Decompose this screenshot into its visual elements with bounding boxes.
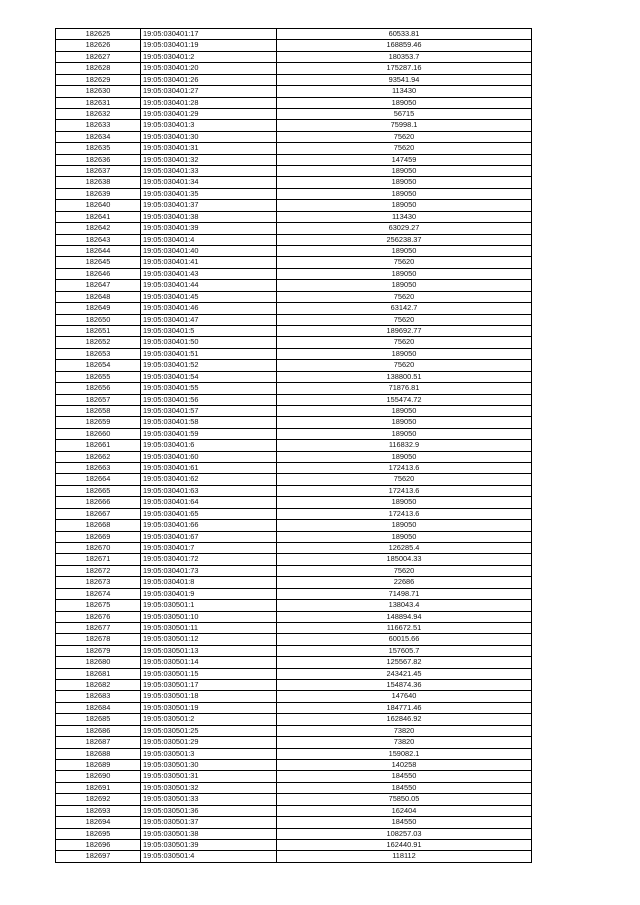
cadastral-number-cell: 19:05:030401:44 [141, 280, 277, 291]
cadastral-number-cell: 19:05:030401:40 [141, 246, 277, 257]
table-row [56, 268, 532, 279]
table-row [56, 74, 532, 85]
row-number-cell: 182674 [56, 588, 141, 599]
cadastral-number-cell: 19:05:030501:10 [141, 611, 277, 622]
table-row [56, 97, 532, 108]
cadastral-number-cell: 19:05:030501:14 [141, 657, 277, 668]
cadastral-number-cell: 19:05:030501:11 [141, 622, 277, 633]
row-number-cell: 182651 [56, 325, 141, 336]
table-row [56, 200, 532, 211]
cadastral-number-cell: 19:05:030501:31 [141, 771, 277, 782]
table-row [56, 291, 532, 302]
cadastral-number-cell: 19:05:030501:29 [141, 737, 277, 748]
cadastral-number-cell: 19:05:030401:55 [141, 383, 277, 394]
cadastral-number-cell: 19:05:030401:57 [141, 405, 277, 416]
table-row [56, 622, 532, 633]
row-number-cell: 182657 [56, 394, 141, 405]
amount-cell: 184550 [277, 817, 532, 828]
table-row [56, 428, 532, 439]
cadastral-number-cell: 19:05:030401:54 [141, 371, 277, 382]
table-row [56, 702, 532, 713]
table-row [56, 86, 532, 97]
amount-cell: 189050 [277, 497, 532, 508]
amount-cell: 159082.1 [277, 748, 532, 759]
table-row [56, 851, 532, 862]
cadastral-number-cell: 19:05:030501:25 [141, 725, 277, 736]
table-row [56, 520, 532, 531]
table-row [56, 177, 532, 188]
amount-cell: 256238.37 [277, 234, 532, 245]
amount-cell: 189050 [277, 520, 532, 531]
row-number-cell: 182642 [56, 223, 141, 234]
row-number-cell: 182693 [56, 805, 141, 816]
table-row [56, 748, 532, 759]
cadastral-number-cell: 19:05:030401:67 [141, 531, 277, 542]
cadastral-number-cell: 19:05:030401:65 [141, 508, 277, 519]
cadastral-number-cell: 19:05:030401:47 [141, 314, 277, 325]
cadastral-number-cell: 19:05:030401:17 [141, 29, 277, 40]
cadastral-number-cell: 19:05:030501:15 [141, 668, 277, 679]
cadastral-number-cell: 19:05:030501:1 [141, 600, 277, 611]
row-number-cell: 182695 [56, 828, 141, 839]
table-row [56, 337, 532, 348]
amount-cell: 138800.51 [277, 371, 532, 382]
amount-cell: 75620 [277, 360, 532, 371]
row-number-cell: 182658 [56, 405, 141, 416]
cadastral-number-cell: 19:05:030401:73 [141, 565, 277, 576]
amount-cell: 189050 [277, 200, 532, 211]
amount-cell: 172413.6 [277, 485, 532, 496]
amount-cell: 75620 [277, 291, 532, 302]
cadastral-number-cell: 19:05:030401:62 [141, 474, 277, 485]
cadastral-number-cell: 19:05:030401:46 [141, 303, 277, 314]
amount-cell: 243421.45 [277, 668, 532, 679]
table-row [56, 51, 532, 62]
table-row [56, 611, 532, 622]
row-number-cell: 182633 [56, 120, 141, 131]
row-number-cell: 182680 [56, 657, 141, 668]
row-number-cell: 182684 [56, 702, 141, 713]
cadastral-number-cell: 19:05:030401:33 [141, 166, 277, 177]
row-number-cell: 182629 [56, 74, 141, 85]
cadastral-number-cell: 19:05:030501:18 [141, 691, 277, 702]
amount-cell: 189050 [277, 166, 532, 177]
row-number-cell: 182661 [56, 440, 141, 451]
row-number-cell: 182647 [56, 280, 141, 291]
table-row [56, 839, 532, 850]
row-number-cell: 182632 [56, 108, 141, 119]
amount-cell: 185004.33 [277, 554, 532, 565]
table-row [56, 451, 532, 462]
amount-cell: 189050 [277, 280, 532, 291]
amount-cell: 63142.7 [277, 303, 532, 314]
table-row [56, 440, 532, 451]
row-number-cell: 182631 [56, 97, 141, 108]
row-number-cell: 182643 [56, 234, 141, 245]
amount-cell: 118112 [277, 851, 532, 862]
row-number-cell: 182689 [56, 760, 141, 771]
cadastral-number-cell: 19:05:030401:38 [141, 211, 277, 222]
row-number-cell: 182683 [56, 691, 141, 702]
cadastral-number-cell: 19:05:030501:12 [141, 634, 277, 645]
row-number-cell: 182679 [56, 645, 141, 656]
table-row [56, 680, 532, 691]
table-row [56, 303, 532, 314]
table-row [56, 782, 532, 793]
amount-cell: 189050 [277, 348, 532, 359]
amount-cell: 73820 [277, 737, 532, 748]
table-row [56, 531, 532, 542]
cadastral-number-cell: 19:05:030401:37 [141, 200, 277, 211]
amount-cell: 155474.72 [277, 394, 532, 405]
amount-cell: 75620 [277, 257, 532, 268]
row-number-cell: 182668 [56, 520, 141, 531]
amount-cell: 60533.81 [277, 29, 532, 40]
cadastral-number-cell: 19:05:030501:38 [141, 828, 277, 839]
cadastral-number-cell: 19:05:030401:6 [141, 440, 277, 451]
amount-cell: 162440.91 [277, 839, 532, 850]
table-row [56, 805, 532, 816]
cadastral-number-cell: 19:05:030401:8 [141, 577, 277, 588]
amount-cell: 75850.05 [277, 794, 532, 805]
amount-cell: 157605.7 [277, 645, 532, 656]
table-row [56, 188, 532, 199]
row-number-cell: 182697 [56, 851, 141, 862]
table-row [56, 828, 532, 839]
table-row [56, 600, 532, 611]
amount-cell: 189692.77 [277, 325, 532, 336]
cadastral-number-cell: 19:05:030401:63 [141, 485, 277, 496]
amount-cell: 162404 [277, 805, 532, 816]
row-number-cell: 182665 [56, 485, 141, 496]
table-row [56, 657, 532, 668]
table-row [56, 211, 532, 222]
amount-cell: 113430 [277, 211, 532, 222]
table-row [56, 223, 532, 234]
row-number-cell: 182696 [56, 839, 141, 850]
table-row [56, 714, 532, 725]
cadastral-number-cell: 19:05:030401:41 [141, 257, 277, 268]
amount-cell: 75620 [277, 143, 532, 154]
cadastral-number-cell: 19:05:030501:19 [141, 702, 277, 713]
amount-cell: 75620 [277, 337, 532, 348]
cadastral-number-cell: 19:05:030401:61 [141, 463, 277, 474]
cadastral-number-cell: 19:05:030401:2 [141, 51, 277, 62]
table-row [56, 771, 532, 782]
amount-cell: 148894.94 [277, 611, 532, 622]
table-row [56, 634, 532, 645]
row-number-cell: 182655 [56, 371, 141, 382]
row-number-cell: 182634 [56, 131, 141, 142]
table-row [56, 383, 532, 394]
amount-cell: 75620 [277, 565, 532, 576]
table-row [56, 280, 532, 291]
row-number-cell: 182656 [56, 383, 141, 394]
table-row [56, 542, 532, 553]
row-number-cell: 182667 [56, 508, 141, 519]
row-number-cell: 182638 [56, 177, 141, 188]
amount-cell: 147640 [277, 691, 532, 702]
amount-cell: 189050 [277, 451, 532, 462]
table-row [56, 360, 532, 371]
row-number-cell: 182663 [56, 463, 141, 474]
table-row [56, 794, 532, 805]
row-number-cell: 182650 [56, 314, 141, 325]
amount-cell: 189050 [277, 268, 532, 279]
amount-cell: 60015.66 [277, 634, 532, 645]
cadastral-number-cell: 19:05:030401:4 [141, 234, 277, 245]
table-row [56, 588, 532, 599]
amount-cell: 189050 [277, 405, 532, 416]
amount-cell: 116832.9 [277, 440, 532, 451]
amount-cell: 189050 [277, 428, 532, 439]
cadastral-number-cell: 19:05:030401:29 [141, 108, 277, 119]
cadastral-number-cell: 19:05:030401:58 [141, 417, 277, 428]
data-table [55, 28, 532, 863]
table-row [56, 554, 532, 565]
cadastral-number-cell: 19:05:030401:72 [141, 554, 277, 565]
row-number-cell: 182645 [56, 257, 141, 268]
row-number-cell: 182676 [56, 611, 141, 622]
amount-cell: 75998.1 [277, 120, 532, 131]
amount-cell: 172413.6 [277, 463, 532, 474]
row-number-cell: 182626 [56, 40, 141, 51]
cadastral-number-cell: 19:05:030401:52 [141, 360, 277, 371]
table-row [56, 29, 532, 40]
table-row [56, 143, 532, 154]
cadastral-number-cell: 19:05:030401:50 [141, 337, 277, 348]
amount-cell: 189050 [277, 531, 532, 542]
table-row [56, 417, 532, 428]
cadastral-number-cell: 19:05:030501:30 [141, 760, 277, 771]
table-row [56, 246, 532, 257]
amount-cell: 154874.36 [277, 680, 532, 691]
cadastral-number-cell: 19:05:030401:39 [141, 223, 277, 234]
amount-cell: 180353.7 [277, 51, 532, 62]
amount-cell: 189050 [277, 246, 532, 257]
row-number-cell: 182635 [56, 143, 141, 154]
cadastral-number-cell: 19:05:030401:28 [141, 97, 277, 108]
cadastral-number-cell: 19:05:030401:19 [141, 40, 277, 51]
row-number-cell: 182688 [56, 748, 141, 759]
table-row [56, 394, 532, 405]
amount-cell: 71876.81 [277, 383, 532, 394]
row-number-cell: 182640 [56, 200, 141, 211]
table-row [56, 154, 532, 165]
row-number-cell: 182692 [56, 794, 141, 805]
row-number-cell: 182625 [56, 29, 141, 40]
cadastral-number-cell: 19:05:030401:59 [141, 428, 277, 439]
amount-cell: 189050 [277, 188, 532, 199]
table-row [56, 485, 532, 496]
table-row [56, 348, 532, 359]
amount-cell: 184550 [277, 771, 532, 782]
table-row [56, 371, 532, 382]
table-row [56, 325, 532, 336]
amount-cell: 125567.82 [277, 657, 532, 668]
row-number-cell: 182686 [56, 725, 141, 736]
row-number-cell: 182691 [56, 782, 141, 793]
row-number-cell: 182677 [56, 622, 141, 633]
amount-cell: 75620 [277, 474, 532, 485]
row-number-cell: 182682 [56, 680, 141, 691]
cadastral-number-cell: 19:05:030401:5 [141, 325, 277, 336]
cadastral-number-cell: 19:05:030401:45 [141, 291, 277, 302]
table-row [56, 497, 532, 508]
cadastral-number-cell: 19:05:030501:37 [141, 817, 277, 828]
row-number-cell: 182644 [56, 246, 141, 257]
cadastral-number-cell: 19:05:030401:64 [141, 497, 277, 508]
row-number-cell: 182652 [56, 337, 141, 348]
row-number-cell: 182662 [56, 451, 141, 462]
row-number-cell: 182660 [56, 428, 141, 439]
cadastral-number-cell: 19:05:030401:43 [141, 268, 277, 279]
row-number-cell: 182646 [56, 268, 141, 279]
cadastral-number-cell: 19:05:030401:9 [141, 588, 277, 599]
amount-cell: 172413.6 [277, 508, 532, 519]
table-row [56, 166, 532, 177]
table-row [56, 577, 532, 588]
cadastral-number-cell: 19:05:030501:3 [141, 748, 277, 759]
amount-cell: 126285.4 [277, 542, 532, 553]
row-number-cell: 182685 [56, 714, 141, 725]
row-number-cell: 182628 [56, 63, 141, 74]
row-number-cell: 182671 [56, 554, 141, 565]
row-number-cell: 182690 [56, 771, 141, 782]
cadastral-number-cell: 19:05:030401:3 [141, 120, 277, 131]
cadastral-number-cell: 19:05:030401:20 [141, 63, 277, 74]
amount-cell: 189050 [277, 417, 532, 428]
cadastral-number-cell: 19:05:030501:13 [141, 645, 277, 656]
table-body [56, 29, 532, 863]
row-number-cell: 182694 [56, 817, 141, 828]
amount-cell: 63029.27 [277, 223, 532, 234]
row-number-cell: 182681 [56, 668, 141, 679]
row-number-cell: 182649 [56, 303, 141, 314]
table-row [56, 645, 532, 656]
amount-cell: 116672.51 [277, 622, 532, 633]
row-number-cell: 182637 [56, 166, 141, 177]
cadastral-number-cell: 19:05:030501:17 [141, 680, 277, 691]
amount-cell: 75620 [277, 131, 532, 142]
table-row [56, 257, 532, 268]
row-number-cell: 182675 [56, 600, 141, 611]
amount-cell: 73820 [277, 725, 532, 736]
row-number-cell: 182630 [56, 86, 141, 97]
table-row [56, 463, 532, 474]
cadastral-number-cell: 19:05:030401:56 [141, 394, 277, 405]
table-row [56, 405, 532, 416]
cadastral-number-cell: 19:05:030401:30 [141, 131, 277, 142]
cadastral-number-cell: 19:05:030401:66 [141, 520, 277, 531]
row-number-cell: 182687 [56, 737, 141, 748]
row-number-cell: 182627 [56, 51, 141, 62]
amount-cell: 140258 [277, 760, 532, 771]
row-number-cell: 182678 [56, 634, 141, 645]
cadastral-number-cell: 19:05:030401:31 [141, 143, 277, 154]
amount-cell: 189050 [277, 97, 532, 108]
amount-cell: 184771.46 [277, 702, 532, 713]
table-row [56, 817, 532, 828]
cadastral-number-cell: 19:05:030501:33 [141, 794, 277, 805]
cadastral-number-cell: 19:05:030401:32 [141, 154, 277, 165]
amount-cell: 175287.16 [277, 63, 532, 74]
amount-cell: 56715 [277, 108, 532, 119]
table-row [56, 120, 532, 131]
row-number-cell: 182636 [56, 154, 141, 165]
table-row [56, 737, 532, 748]
cadastral-number-cell: 19:05:030401:7 [141, 542, 277, 553]
row-number-cell: 182641 [56, 211, 141, 222]
cadastral-number-cell: 19:05:030401:35 [141, 188, 277, 199]
cadastral-number-cell: 19:05:030501:32 [141, 782, 277, 793]
amount-cell: 138043.4 [277, 600, 532, 611]
cadastral-number-cell: 19:05:030401:34 [141, 177, 277, 188]
amount-cell: 162846.92 [277, 714, 532, 725]
amount-cell: 184550 [277, 782, 532, 793]
amount-cell: 71498.71 [277, 588, 532, 599]
cadastral-number-cell: 19:05:030501:39 [141, 839, 277, 850]
table-row [56, 63, 532, 74]
table-row [56, 234, 532, 245]
cadastral-number-cell: 19:05:030401:26 [141, 74, 277, 85]
table-row [56, 668, 532, 679]
cadastral-number-cell: 19:05:030401:51 [141, 348, 277, 359]
row-number-cell: 182670 [56, 542, 141, 553]
table-row [56, 474, 532, 485]
table-row [56, 40, 532, 51]
table-row [56, 760, 532, 771]
cadastral-number-cell: 19:05:030401:27 [141, 86, 277, 97]
table-row [56, 314, 532, 325]
row-number-cell: 182654 [56, 360, 141, 371]
amount-cell: 168859.46 [277, 40, 532, 51]
cadastral-number-cell: 19:05:030501:36 [141, 805, 277, 816]
amount-cell: 113430 [277, 86, 532, 97]
table-row [56, 725, 532, 736]
row-number-cell: 182639 [56, 188, 141, 199]
row-number-cell: 182666 [56, 497, 141, 508]
table-row [56, 691, 532, 702]
row-number-cell: 182648 [56, 291, 141, 302]
amount-cell: 75620 [277, 314, 532, 325]
amount-cell: 147459 [277, 154, 532, 165]
cadastral-number-cell: 19:05:030501:4 [141, 851, 277, 862]
table-row [56, 508, 532, 519]
table-row [56, 131, 532, 142]
table-row [56, 108, 532, 119]
cadastral-number-cell: 19:05:030401:60 [141, 451, 277, 462]
amount-cell: 108257.03 [277, 828, 532, 839]
row-number-cell: 182669 [56, 531, 141, 542]
amount-cell: 189050 [277, 177, 532, 188]
row-number-cell: 182673 [56, 577, 141, 588]
table-row [56, 565, 532, 576]
cadastral-number-cell: 19:05:030501:2 [141, 714, 277, 725]
amount-cell: 93541.94 [277, 74, 532, 85]
row-number-cell: 182653 [56, 348, 141, 359]
row-number-cell: 182672 [56, 565, 141, 576]
row-number-cell: 182664 [56, 474, 141, 485]
amount-cell: 22686 [277, 577, 532, 588]
row-number-cell: 182659 [56, 417, 141, 428]
